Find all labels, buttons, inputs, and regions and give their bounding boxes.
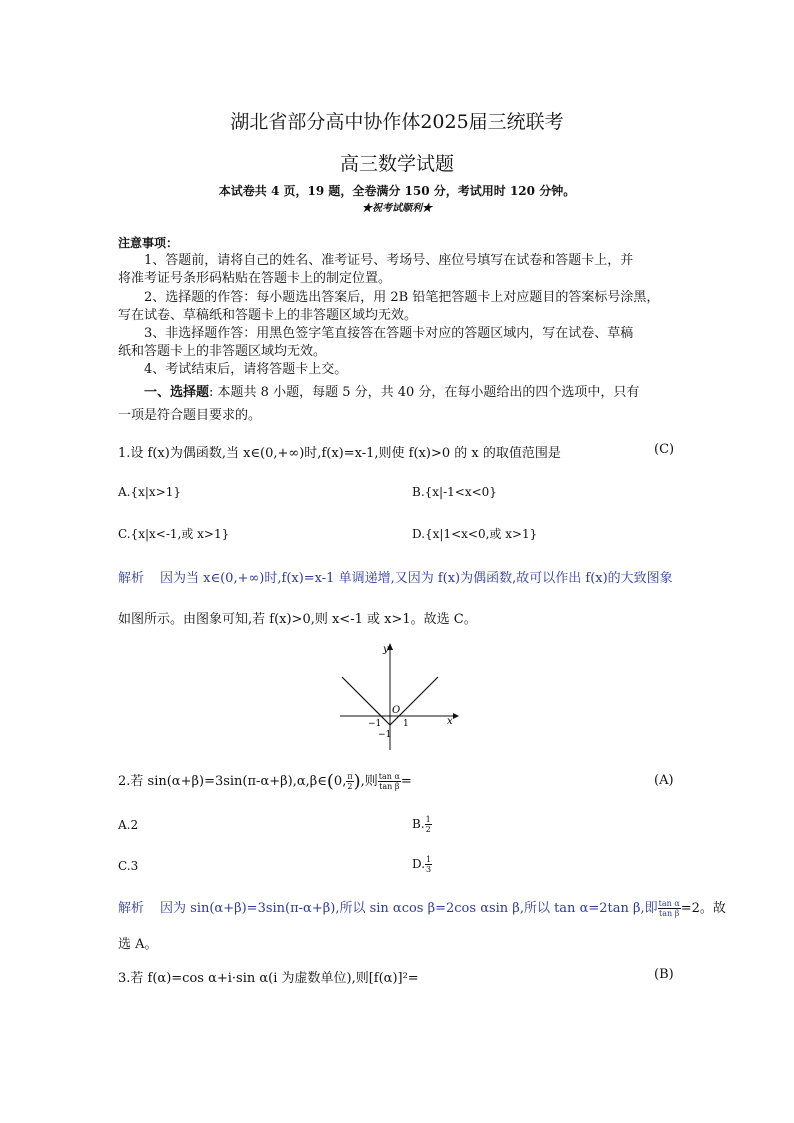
note-1-line2: 将准考证号条形码粘贴在答题卡上的制定位置。 [118,271,392,286]
note-4: 4、考试结束后，请将答题卡上交。 [144,362,348,377]
q2-option-b-num: 1 [425,815,431,824]
q2-option-d-prefix: D. [412,857,426,871]
q2-interval-frac [346,772,353,791]
x-axis-label: x [447,716,453,727]
exam-info: 本试卷共 4 页，19 题，全卷满分 150 分，考试用时 120 分钟。 [218,184,576,198]
y-axis-label: y [383,644,389,655]
q2-solution-frac-num: tan α [658,899,680,908]
origin-label: O [392,705,401,716]
section-1-line1 [144,385,639,401]
q2-solution-label: 解析 [118,901,145,916]
q2-solution-frac [658,899,681,918]
q2-interval-den: 2 [347,782,353,791]
q2-solution-line2: 选 A。 [118,937,158,952]
q2-option-c: C.3 [118,859,139,873]
q2-solution-line1 [118,897,726,918]
q1-stem: 1.设 f(x)为偶函数,当 x∈(0,+∞)时,f(x)=x-1,则使 f(x)>0 的 x 的取值范围是 [118,446,561,461]
q1-answer: (C) [654,442,675,457]
note-3-line2: 纸和答题卡上的非答题区域均无效。 [118,344,327,359]
q2-frac-den: tan β [379,782,400,791]
q2-paren-open: ( [326,771,334,792]
exam-wish: ★祝考试顺利★ [362,203,432,214]
q1-option-d: D.{x|1<x<0,或 x>1} [412,527,538,541]
note-1-line1: 1、答题前，请将自己的姓名、准考证号、考场号、座位号填写在试卷和答题卡上，并 [144,253,634,268]
y-tick-neg1: −1 [378,730,392,740]
x-tick-neg1: −1 [368,719,382,729]
q1-solution-label: 解析 [118,571,145,586]
q2-answer: (A) [654,773,674,788]
q2-solution-end: =2。故 [680,901,726,916]
note-2-line1: 2、选择题的作答：每小题选出答案后，用 2B 铅笔把答题卡上对应题目的答案标号涂黑， [144,290,660,305]
q2-option-d-frac [425,855,432,874]
q1-solution-line1 [118,567,673,586]
note-3-line1: 3、非选择题作答：用黑色签字笔直接答在答题卡对应的答题区域内，写在试卷、草稿 [144,326,634,341]
section-1-rest: : 本题共 8 小题，每题 5 分，共 40 分，在每小题给出的四个选项中，只有 [209,385,640,400]
q2-option-b-prefix: B. [412,817,425,831]
q2-solution-text: 因为 sin(α+β)=3sin(π-α+β),所以 sin αcos β=2cos αsin β,所以 tan α=2tan β,即 [160,901,658,916]
subject-title: 高三数学试题 [339,153,454,175]
q2-stem-prefix: 2.若 sin(α+β)=3sin(π-α+β),α,β∈ [118,774,327,789]
x-tick-1: 1 [403,719,409,729]
q2-stem-mid: ,则 [360,774,378,789]
graph-right-branch [390,677,438,725]
section-1-line2: 一项是符合题目要求的。 [118,408,262,423]
q2-interval-left: 0, [333,774,347,789]
q1-option-a: A.{x|x>1} [118,485,182,499]
q2-stem-end: = [400,774,412,789]
q2-option-b-den: 2 [425,825,431,834]
q2-stem [118,770,412,792]
q2-paren-close: ) [353,771,361,792]
q2-solution-frac-den: tan β [659,909,680,918]
section-1-bold: 一、选择题 [144,385,210,400]
q2-frac-num: tan α [378,772,400,781]
exam-title: 湖北省部分高中协作体2025届三统联考 [230,111,564,133]
notes-heading: 注意事项： [118,236,179,250]
q1-option-b: B.{x|-1<x<0} [412,485,497,499]
q3-answer: (B) [654,967,674,982]
q2-option-b [412,815,432,834]
q1-solution-line2: 如图所示。由图象可知,若 f(x)>0,则 x<-1 或 x>1。故选 C。 [118,612,477,627]
q2-interval-num: π [347,772,353,781]
note-2-line2: 写在试卷、草稿纸和答题卡上的非答题区域均无效。 [118,308,418,323]
q2-option-a: A.2 [118,818,139,832]
q1-graph [335,640,460,752]
q2-tan-frac [378,772,401,791]
q1-option-c: C.{x|x<-1,或 x>1} [118,527,230,541]
q3-stem: 3.若 f(α)=cos α+i·sin α(i 为虚数单位),则[f(α)]²= [118,971,419,986]
q2-option-d-den: 3 [426,865,432,874]
q2-option-d-num: 1 [426,855,432,864]
q2-option-b-frac [425,815,432,834]
x-axis-arrow [453,713,459,719]
q1-solution-text: 因为当 x∈(0,+∞)时,f(x)=x-1 单调递增,又因为 f(x)为偶函数,故可以作出 f(x)的大致图象 [160,571,673,586]
q2-option-d [412,855,432,874]
graph-left-branch [342,677,390,725]
